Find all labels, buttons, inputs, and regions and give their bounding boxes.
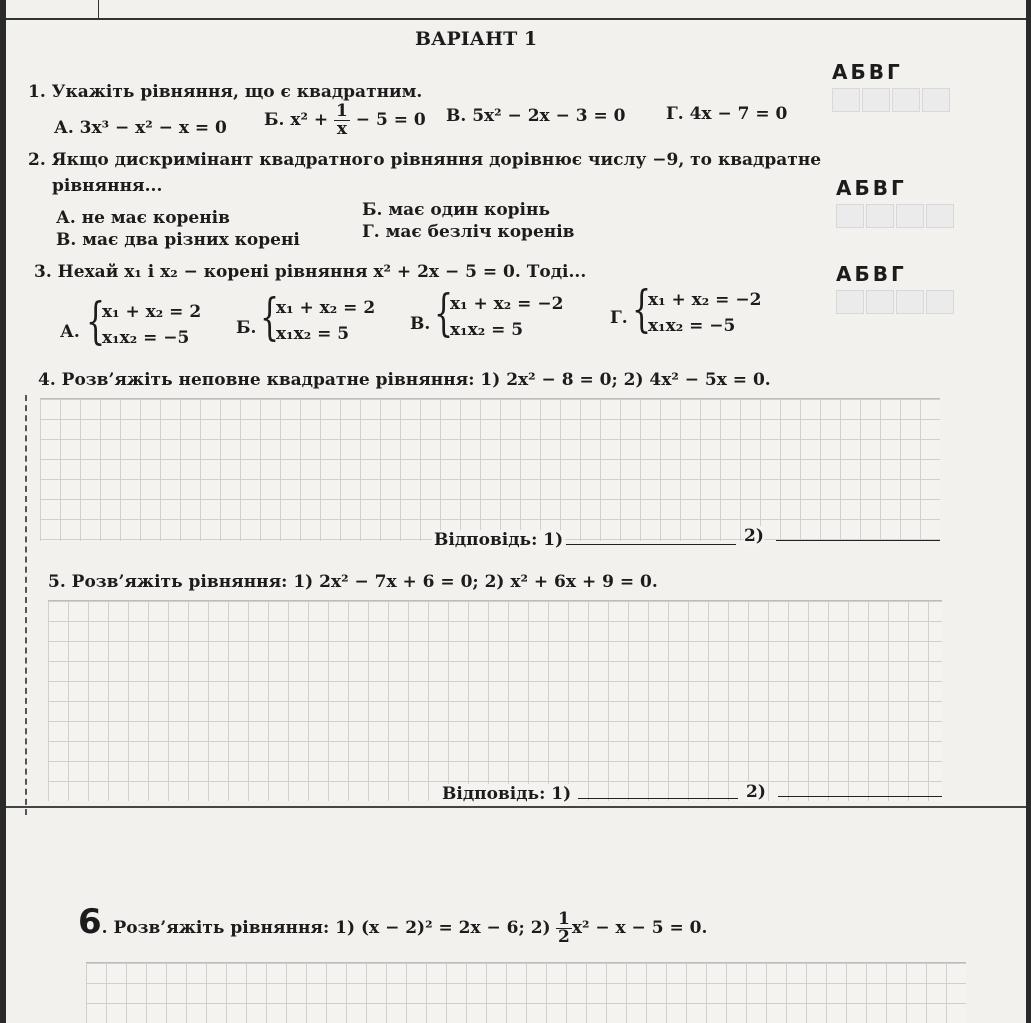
q4-work-grid[interactable] [40,398,940,541]
variant-title: ВАРІАНТ 1 [414,28,538,50]
q3-a-row2: x₁x₂ = −5 [102,328,190,348]
q4-answer-label: Відповідь: 1) [434,530,564,550]
q6-question [78,902,707,946]
q1-text: Укажіть рівняння, що є квадратним. [51,82,423,102]
worksheet-page: ВАРІАНТ 1 АБВГ 1. Укажіть рівняння, що є квадратним. А. 3x³ − x² − x = 0 Б. x² + $\frac{1}{x}$ − 5 = 0 В. 5x² − 2x − 3 = 0 Г. 4x − 7 = 0 2. Якщо дискримінант квадратного рівняння дорівнює числу −9, то квадратне рівняння... АБВГ А. не має коренів Б. має один корінь В. має два різних корені Г. має безліч коренів 3. Нехай x₁ і x₂ − корені рівняння x² + 2x − 5 = 0. Тоді... АБВГ А. { x₁ + x₂ = 2 x₁x₂ = −5 Б. { x₁ + x₂ = 2 x₁x₂ = 5 В. { x₁ + x₂ = −2 x₁x₂ = 5 Г. { x₁ + x₂ = −2 x₁x₂ = −5 4. Розв’яжіть неповне квадратне рівняння: 1) 2x² − 8 = 0; 2) 4x² − 5x = 0. Відповідь: 1) 2) 5. Розв’яжіть рівняння: 1) 2x² − 7x + 6 = 0; 2) x² + 6x + 9 = 0. Відповідь: 1) 2) 6. Розв’яжіть рівняння: 1) (x − 2)² = 2x − 6; 2) $\frac{1}{2}$ x² − x − 5 = 0. [6,0,1026,1023]
q2-question-line2: рівняння... [52,176,163,196]
q6-fraction [556,911,572,946]
q3-option-g-label: Г. [610,308,628,328]
q1-answer-cells[interactable] [832,88,952,112]
q1-option-a: А. 3x³ − x² − x = 0 [54,118,227,138]
q3-a-row1: x₁ + x₂ = 2 [102,302,202,322]
q6-number: 6 [78,902,102,942]
q4-answer2-label: 2) [744,526,764,546]
q3-option-a-label: А. [60,322,80,342]
q1-number: 1. [28,82,46,102]
q3-b-row1: x₁ + x₂ = 2 [276,298,376,318]
q1-answer-header: АБВГ [832,60,903,84]
q4-number: 4. [38,370,56,390]
q4-text: Розв’яжіть неповне квадратне рівняння: 1) 2x² − 8 = 0; 2) 4x² − 5x = 0. [61,370,771,390]
q5-answer-label: Відповідь: 1) [442,784,572,804]
q2-answer-header: АБВГ [836,176,907,200]
q2-option-v: В. має два різних корені [56,230,300,250]
q2-text: Якщо дискримінант квадратного рівняння дорівнює числу −9, то квадратне [51,150,822,170]
q5-question [48,572,658,592]
q3-b-row2: x₁x₂ = 5 [276,324,350,344]
q2-option-b: Б. має один корінь [362,200,550,220]
q3-text: Нехай x₁ і x₂ − корені рівняння x² + 2x − 5 = 0. Тоді... [57,262,587,282]
q1-option-g: Г. 4x − 7 = 0 [666,104,788,124]
q3-question [34,262,586,282]
q4-answer2-line[interactable] [776,540,940,541]
q1-b-suffix: − 5 = 0 [355,110,426,130]
q5-answer2-line[interactable] [778,796,942,797]
q6-denominator: 2 [557,927,570,947]
q3-g-row1: x₁ + x₂ = −2 [648,290,762,310]
q1-b-prefix: Б. x² + [264,110,329,130]
q3-v-row1: x₁ + x₂ = −2 [450,294,564,314]
q5-work-grid[interactable] [48,600,942,801]
q5-answer2-label: 2) [746,782,766,802]
q1-b-numerator: 1 [336,101,348,121]
q3-option-v-label: В. [410,314,431,334]
q6-numerator: 1 [557,909,570,929]
q3-number: 3. [34,262,52,282]
q3-g-row2: x₁x₂ = −5 [648,316,736,336]
q2-question-line1 [28,150,821,170]
top-table-border [6,0,1026,20]
q1-option-b [264,103,426,138]
q2-answer-cells[interactable] [836,204,956,228]
q3-answer-cells[interactable] [836,290,956,314]
q1-b-denominator: x [336,119,348,139]
section-divider [6,806,1026,808]
q4-question [38,370,771,390]
q5-answer1-line[interactable] [578,798,738,799]
q1-option-v: В. 5x² − 2x − 3 = 0 [446,106,626,126]
cut-line [25,395,27,815]
q2-option-g: Г. має безліч коренів [362,222,575,242]
q3-answer-header: АБВГ [836,262,907,286]
q2-option-a: А. не має коренів [56,208,230,228]
q5-number: 5. [48,572,66,592]
q1-b-fraction [334,103,350,138]
q4-answer1-line[interactable] [566,544,736,545]
q3-option-b-label: Б. [236,318,257,338]
q2-number: 2. [28,150,46,170]
q1-question [28,82,422,102]
q5-text: Розв’яжіть рівняння: 1) 2x² − 7x + 6 = 0; 2) x² + 6x + 9 = 0. [71,572,658,592]
q6-text-post: x² − x − 5 = 0. [571,918,708,938]
q6-work-grid[interactable] [86,962,966,1023]
q6-text: . Розв’яжіть рівняння: 1) (x − 2)² = 2x − 6; 2) [101,918,551,938]
q3-v-row2: x₁x₂ = 5 [450,320,524,340]
